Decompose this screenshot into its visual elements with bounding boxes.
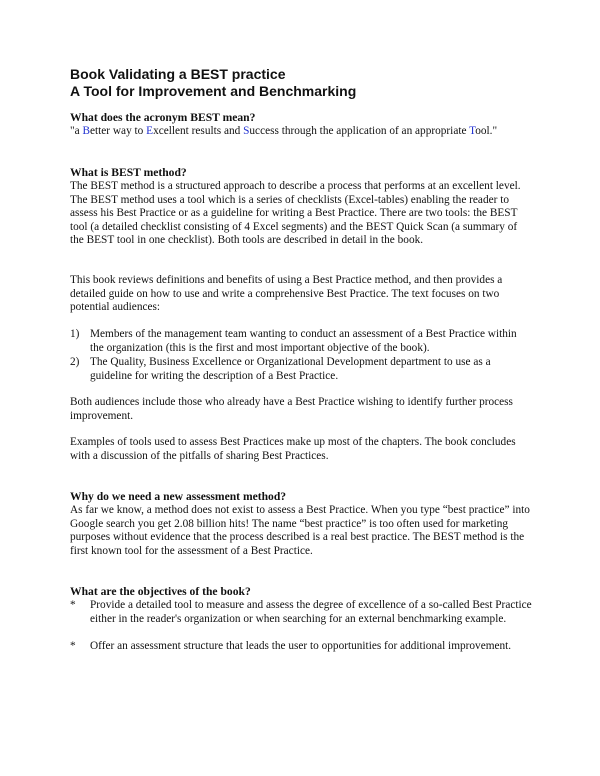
method-paragraph-1: The BEST method is a structured approach to describe a process that performs at an excellent level. The BEST method uses a tool which is a series of checklists (Excel-tables) enabling the reader to assess his Best Practice or as a guideline for writing a Best Practice. There are two tools: the BEST tool (a detailed checklist consisting of 4 Excel segments) and the BEST Quick Scan (a summary of the BEST tool in one checklist). Both tools are described in detail in the book. (70, 180, 521, 247)
section-heading-method: What is BEST method? (70, 166, 187, 179)
method-paragraph-4: Examples of tools used to assess Best Practices make up most of the chapters. The book concludes with a discussion of the pitfalls of sharing Best Practices. (70, 436, 516, 462)
quote-text-2: xcellent results and (153, 125, 244, 137)
acronym-letter-e: E (146, 125, 154, 137)
list-item-text: Members of the management team wanting to conduct an assessment of a Best Practice within the organization (this is the first and most important objective of the book). (90, 328, 517, 354)
acronym-letter-b: B (82, 125, 90, 137)
list-marker: 2) (70, 356, 80, 368)
acronym-letter-s: S (243, 125, 250, 137)
list-item-text: Provide a detailed tool to measure and assess the degree of excellence of a so-called Best Practice either in the reader's organization or when searching for an external benchmarking example. (90, 599, 532, 625)
section-heading-objectives: What are the objectives of the book? (70, 585, 251, 598)
list-marker: 1) (70, 328, 80, 340)
list-marker: * (70, 599, 76, 611)
list-item-text: The Quality, Business Excellence or Organizational Development department to use as a guideline for writing the description of a Best Practice. (90, 356, 491, 382)
acronym-letter-t: T (469, 125, 476, 137)
section-heading-acronym: What does the acronym BEST mean? (70, 111, 256, 124)
list-marker: * (70, 640, 76, 652)
method-paragraph-2: This book reviews definitions and benefits of using a Best Practice method, and then provides a detailed guide on how to use and write a comprehensive Best Practice. The text focuses on two potential audiences: (70, 274, 503, 314)
list-item-text: Offer an assessment structure that leads the user to opportunities for additional improvement. (90, 640, 512, 652)
document-title: Book Validating a BEST practice (70, 66, 286, 82)
method-paragraph-3: Both audiences include those who already have a Best Practice wishing to identify further process improvement. (70, 396, 513, 422)
quote-text-3: uccess through the application of an appropriate (249, 125, 470, 137)
acronym-quote (70, 125, 550, 139)
quote-text-1: etter way to (90, 125, 147, 137)
document-subtitle: A Tool for Improvement and Benchmarking (70, 83, 357, 99)
quote-text-4: ool." (475, 125, 498, 137)
quote-open: "a (70, 125, 83, 137)
section-heading-why: Why do we need a new assessment method? (70, 490, 287, 503)
why-paragraph: As far we know, a method does not exist to assess a Best Practice. When you type “best practice” into Google search you get 2.08 billion hits! The name “best practice” is too often used for marketing purposes without evidence that the process described is a real best practice. The BEST method is the first known tool for the assessment of a Best Practice. (70, 504, 530, 557)
